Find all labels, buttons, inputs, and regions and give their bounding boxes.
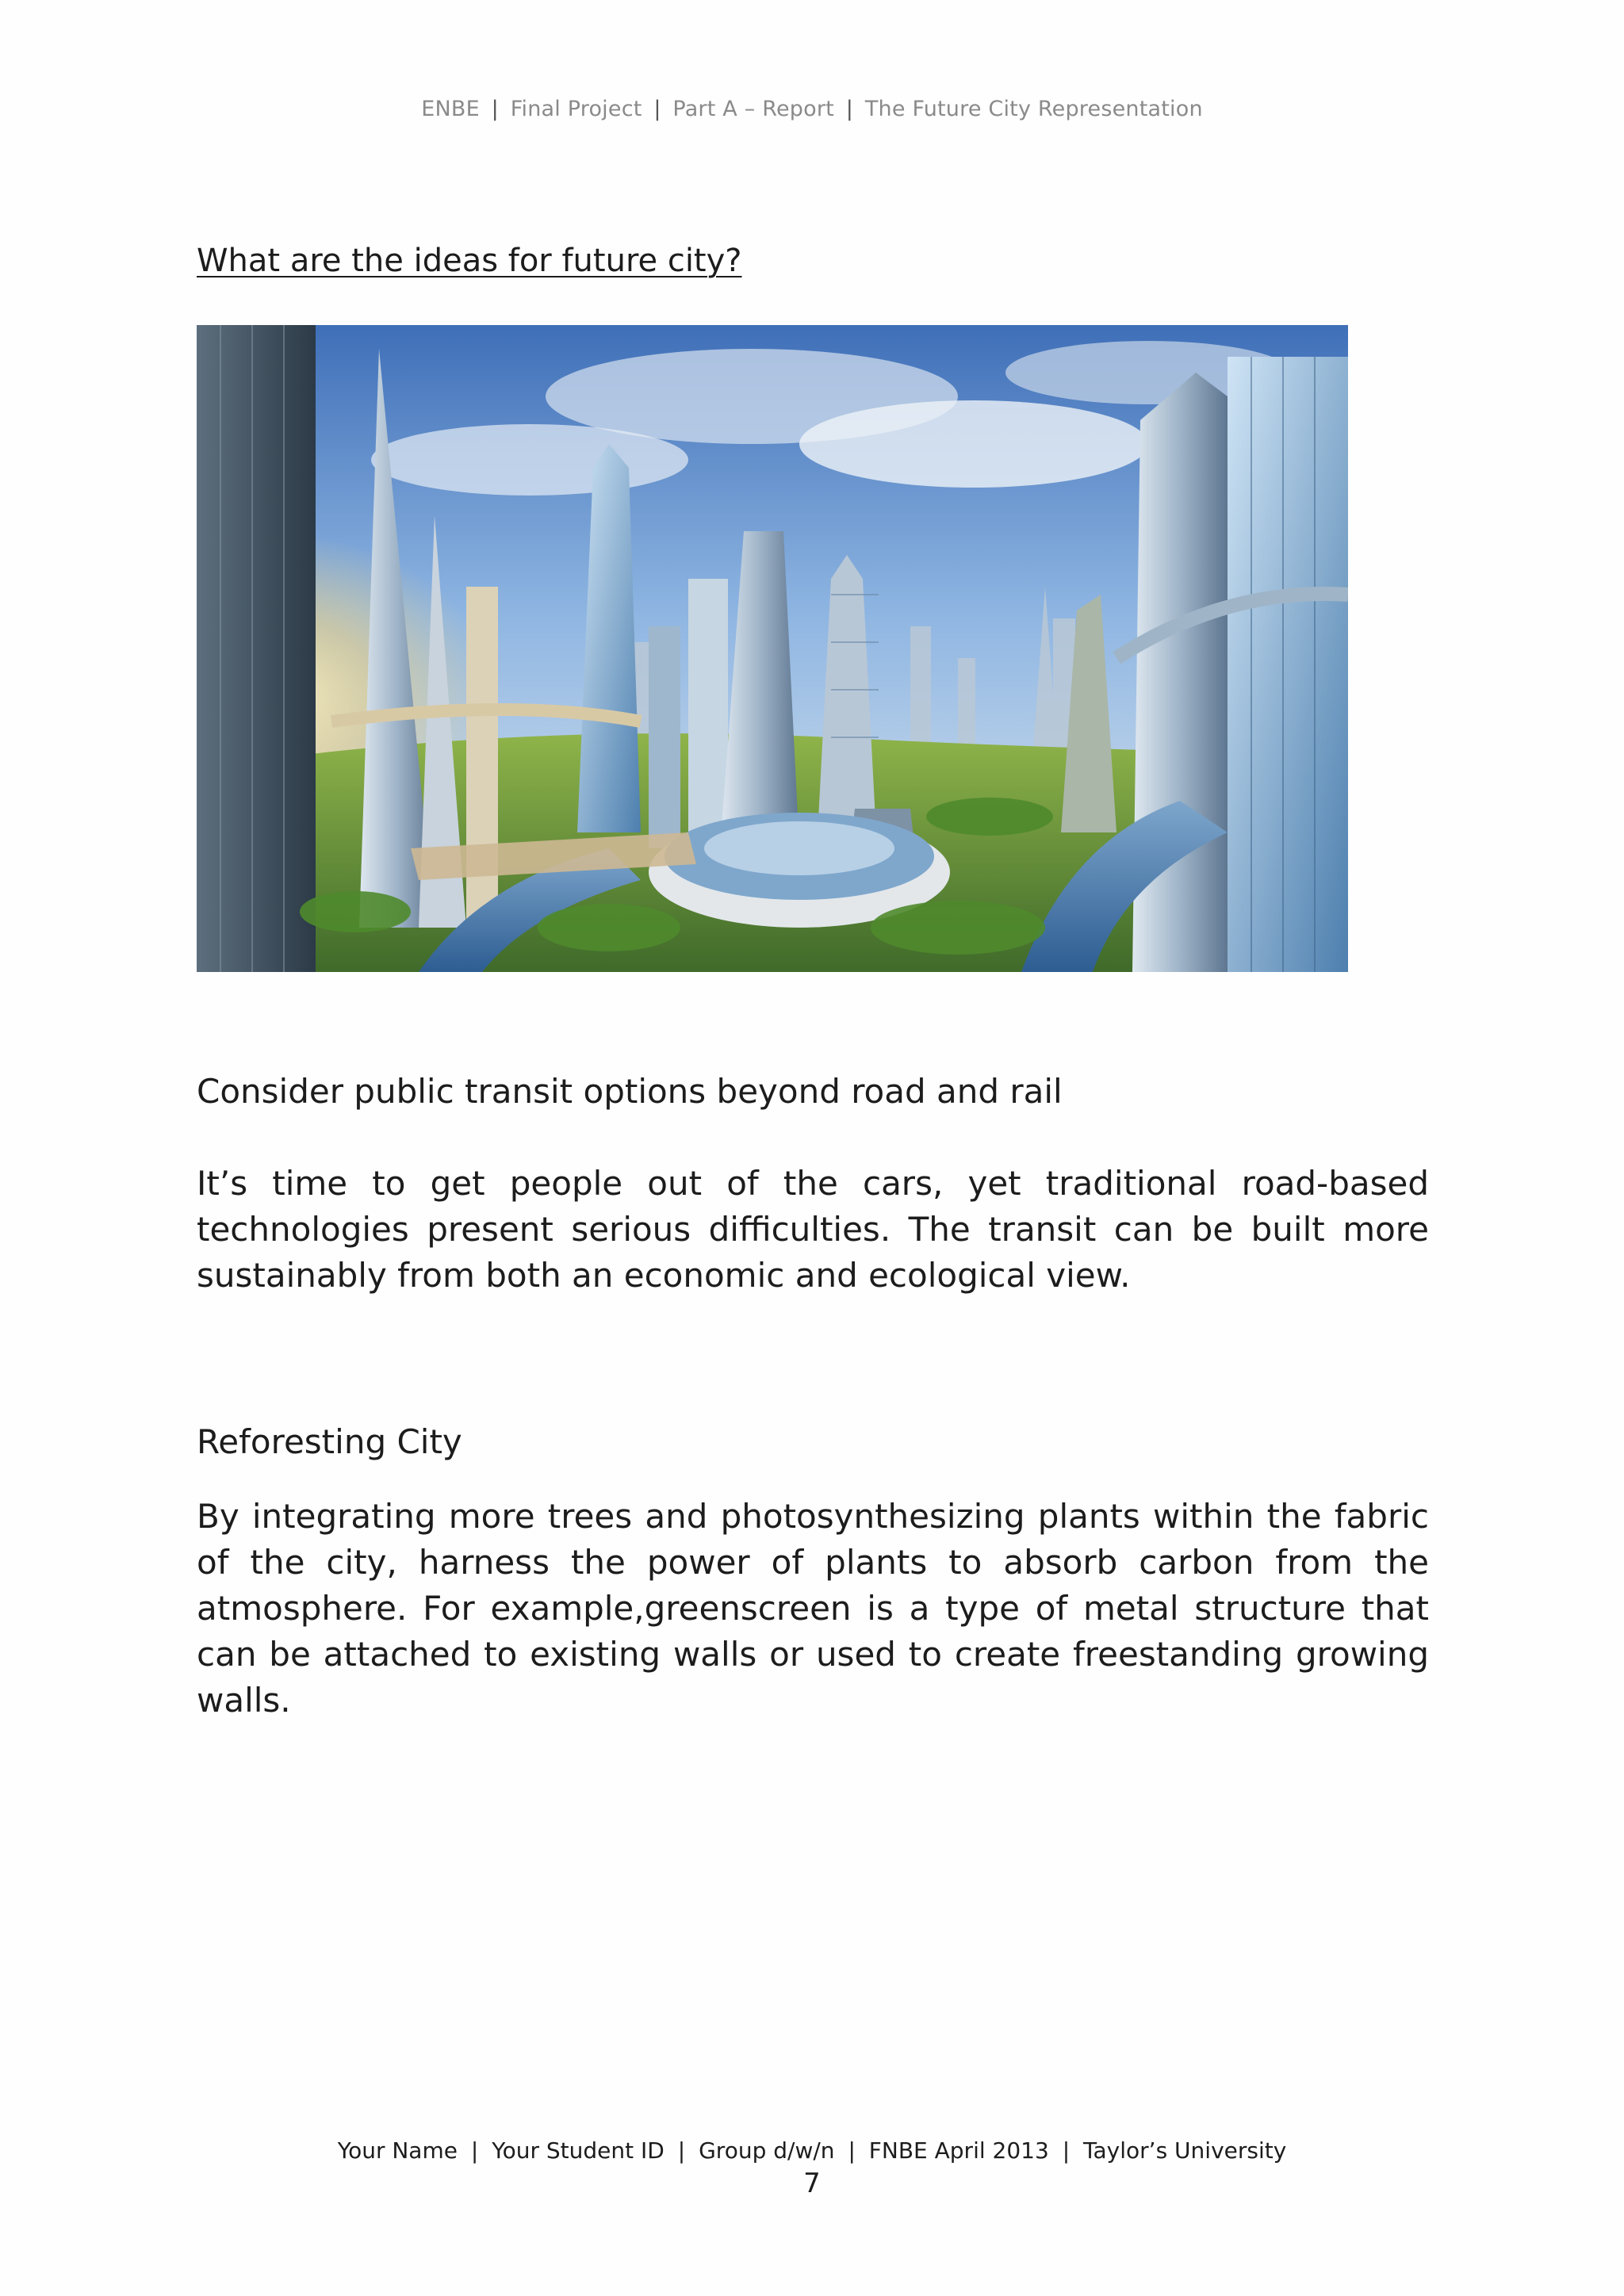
- header-separator: |: [845, 97, 854, 121]
- footer-separator: |: [470, 2137, 479, 2164]
- footer-intake: FNBE April 2013: [868, 2137, 1049, 2164]
- header-separator: |: [653, 97, 661, 121]
- header-separator: |: [491, 97, 499, 121]
- header-project: Final Project: [510, 97, 642, 121]
- footer-separator: |: [848, 2137, 856, 2164]
- footer-group: Group d/w/n: [699, 2137, 835, 2164]
- section-title-transit: Consider public transit options beyond road and rail: [197, 1072, 1063, 1111]
- footer-university: Taylor’s University: [1083, 2137, 1287, 2164]
- page-number: 7: [803, 2168, 821, 2199]
- footer-student-id: Your Student ID: [492, 2137, 665, 2164]
- footer-separator: |: [677, 2137, 686, 2164]
- future-city-illustration: [197, 325, 1348, 972]
- running-footer: [0, 2137, 1624, 2164]
- section-heading: What are the ideas for future city?: [197, 243, 742, 279]
- header-course: ENBE: [421, 97, 480, 121]
- section-body-transit: It’s time to get people out of the cars, yet traditional road-based technologies present serious difficulties. The transit can be built more sustainably from both an economic and ecological view.: [197, 1164, 1429, 1295]
- header-title: The Future City Representation: [864, 97, 1203, 121]
- header-part: Part A – Report: [672, 97, 834, 121]
- section-body-reforesting: By integrating more trees and photosynthesizing plants within the fabric of the city, harness the power of plants to absorb carbon from the atmosphere. For example,greenscreen is a type of metal structure that can be attached to existing walls or used to create freestanding growing walls.: [197, 1497, 1429, 1720]
- footer-name: Your Name: [337, 2137, 458, 2164]
- running-header: [0, 97, 1624, 121]
- section-title-reforesting: Reforesting City: [197, 1422, 462, 1461]
- footer-separator: |: [1062, 2137, 1071, 2164]
